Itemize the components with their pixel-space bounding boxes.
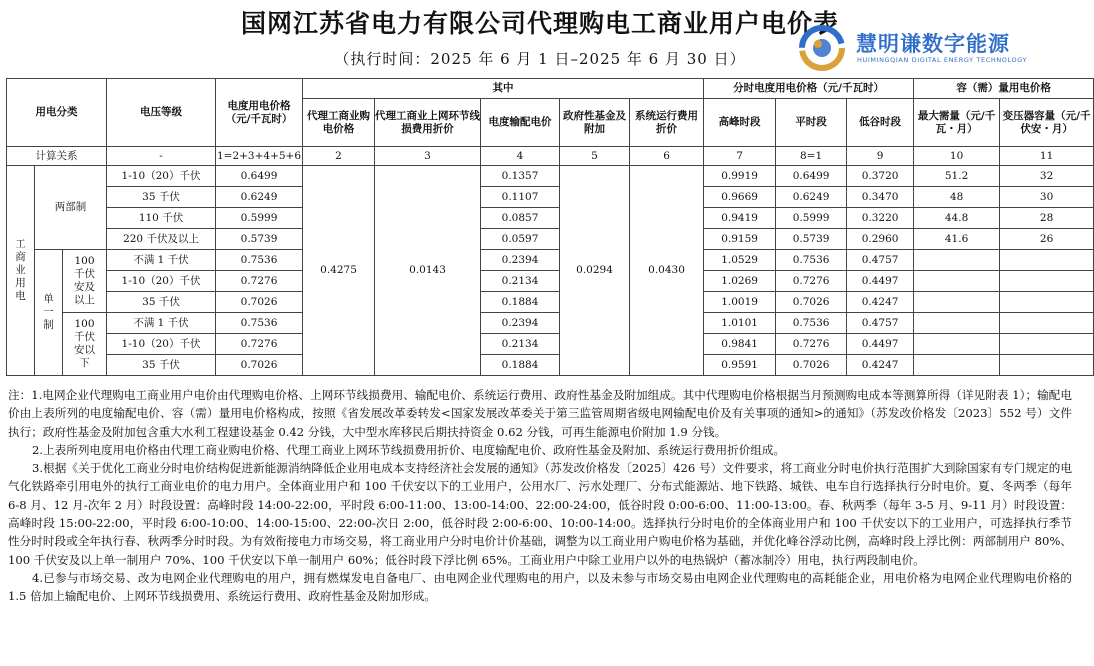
demand-cell bbox=[914, 271, 1000, 292]
header-valley: 低谷时段 bbox=[847, 99, 914, 147]
capacity-cell: 32 bbox=[1000, 166, 1094, 187]
header-tou-group: 分时电度用电价格（元/千瓦时） bbox=[704, 79, 914, 99]
demand-cell bbox=[914, 250, 1000, 271]
group-single-part bbox=[35, 250, 63, 376]
peak-cell: 0.9669 bbox=[704, 187, 776, 208]
table-row bbox=[7, 208, 1094, 229]
transmission-cell: 0.1884 bbox=[481, 292, 560, 313]
table-row bbox=[7, 229, 1094, 250]
transmission-cell: 0.1357 bbox=[481, 166, 560, 187]
capacity-cell bbox=[1000, 292, 1094, 313]
agent-price-cell: 0.4275 bbox=[303, 166, 375, 376]
voltage-cell: 220 千伏及以上 bbox=[107, 229, 216, 250]
header-max-demand: 最大需量（元/千瓦・月） bbox=[914, 99, 1000, 147]
calc-label: 计算关系 bbox=[7, 147, 107, 166]
note-4: 4.已参与市场交易、改为电网企业代理购电的用户，拥有燃煤发电自备电厂、由电网企业代理购电的用户，以及未参与市场交易由电网企业代理购电的高耗能企业，用电价格为电网企业代理购电价格的 1.5 倍加上输配电价、上网环节线损费用、系统运行费用、政府性基金及附加形成。 bbox=[8, 570, 1072, 604]
valley-cell: 0.4247 bbox=[847, 292, 914, 313]
transmission-cell: 0.0597 bbox=[481, 229, 560, 250]
table-cell: 3 bbox=[375, 147, 481, 166]
flat-cell: 0.7536 bbox=[776, 313, 847, 334]
capacity-cell bbox=[1000, 250, 1094, 271]
header-gov-fund: 政府性基金及附加 bbox=[560, 99, 630, 147]
peak-cell: 0.9591 bbox=[704, 355, 776, 376]
voltage-cell: 35 千伏 bbox=[107, 355, 216, 376]
header-agent-price: 代理工商业购电价格 bbox=[303, 99, 375, 147]
header-transformer: 变压器容量（元/千伏安・月） bbox=[1000, 99, 1094, 147]
valley-cell: 0.3470 bbox=[847, 187, 914, 208]
header-capacity-group: 容（需）量用电价格 bbox=[914, 79, 1094, 99]
header-transmission: 电度输配电价 bbox=[481, 99, 560, 147]
transmission-cell: 0.2394 bbox=[481, 313, 560, 334]
brand-logo bbox=[796, 22, 1066, 74]
table-cell: 8=1 bbox=[776, 147, 847, 166]
group-industrial-commercial bbox=[7, 166, 35, 376]
table-row bbox=[7, 334, 1094, 355]
group-label: 100千伏安以下 bbox=[74, 318, 95, 369]
price-cell: 0.7026 bbox=[216, 355, 303, 376]
group-two-part: 两部制 bbox=[35, 166, 107, 250]
transmission-cell: 0.2134 bbox=[481, 271, 560, 292]
table-cell: 6 bbox=[630, 147, 704, 166]
execution-period: （执行时间：2025 年 6 月 1 日–2025 年 6 月 30 日） bbox=[334, 50, 746, 68]
voltage-cell: 35 千伏 bbox=[107, 187, 216, 208]
table-row bbox=[7, 313, 1094, 334]
demand-cell bbox=[914, 334, 1000, 355]
voltage-cell: 110 千伏 bbox=[107, 208, 216, 229]
table-cell: 11 bbox=[1000, 147, 1094, 166]
transmission-cell: 0.1884 bbox=[481, 355, 560, 376]
price-table bbox=[6, 78, 1094, 376]
group-above-100kva bbox=[63, 250, 107, 313]
valley-cell: 0.3220 bbox=[847, 208, 914, 229]
sys-cost-cell: 0.0430 bbox=[630, 166, 704, 376]
table-cell: 9 bbox=[847, 147, 914, 166]
header-voltage: 电压等级 bbox=[107, 79, 216, 147]
peak-cell: 0.9919 bbox=[704, 166, 776, 187]
table-row bbox=[7, 187, 1094, 208]
demand-cell: 51.2 bbox=[914, 166, 1000, 187]
transmission-cell: 0.2394 bbox=[481, 250, 560, 271]
peak-cell: 0.9841 bbox=[704, 334, 776, 355]
capacity-cell bbox=[1000, 271, 1094, 292]
header-category: 用电分类 bbox=[7, 79, 107, 147]
table-cell: 2 bbox=[303, 147, 375, 166]
header-sys-cost: 系统运行费用折价 bbox=[630, 99, 704, 147]
table-cell: - bbox=[107, 147, 216, 166]
table-cell: 7 bbox=[704, 147, 776, 166]
voltage-cell: 1-10（20）千伏 bbox=[107, 166, 216, 187]
flat-cell: 0.6499 bbox=[776, 166, 847, 187]
note-2: 2.上表所列电度用电价格由代理工商业购电价格、代理工商业上网环节线损费用折价、电度输配电价、政府性基金及附加、系统运行费用折价组成。 bbox=[32, 442, 786, 457]
flat-cell: 0.5739 bbox=[776, 229, 847, 250]
peak-cell: 1.0101 bbox=[704, 313, 776, 334]
valley-cell: 0.4757 bbox=[847, 313, 914, 334]
table-cell: 5 bbox=[560, 147, 630, 166]
flat-cell: 0.5999 bbox=[776, 208, 847, 229]
swirl-logo-icon bbox=[796, 22, 848, 74]
voltage-cell: 35 千伏 bbox=[107, 292, 216, 313]
group-label: 单一制 bbox=[43, 293, 54, 331]
flat-cell: 0.7536 bbox=[776, 250, 847, 271]
valley-cell: 0.3720 bbox=[847, 166, 914, 187]
flat-cell: 0.7026 bbox=[776, 355, 847, 376]
price-cell: 0.6499 bbox=[216, 166, 303, 187]
peak-cell: 1.0269 bbox=[704, 271, 776, 292]
valley-cell: 0.2960 bbox=[847, 229, 914, 250]
price-cell: 0.6249 bbox=[216, 187, 303, 208]
price-cell: 0.7026 bbox=[216, 292, 303, 313]
table-cell: 10 bbox=[914, 147, 1000, 166]
demand-cell bbox=[914, 292, 1000, 313]
peak-cell: 1.0019 bbox=[704, 292, 776, 313]
gov-fund-cell: 0.0294 bbox=[560, 166, 630, 376]
table-row bbox=[7, 271, 1094, 292]
note-1: 注：1.电网企业代理购电工商业用户电价由代理购电价格、上网环节线损费用、输配电价、系统运行费用、政府性基金及附加组成。其中代理购电价格根据当月预测购电成本等测算所得（详见附表 1）；输配电价由上表所列的电度输配电价、容（需）量用电价格构成，按照《省发展改革委转发<国家发展改革委关于第三监管周期省级电网输配电价及有关事项的通知>的通知》（苏发改价格发〔2023〕552 号）文件执行；政府性基金及附加包含重大水利工程建设基金 0.42 分钱，大中型水库移民后期扶持资金 0.62 分钱，可再生能源电价附加 1.9 分钱。 bbox=[8, 388, 1072, 439]
capacity-cell bbox=[1000, 334, 1094, 355]
calc-row bbox=[7, 147, 1094, 166]
header-degree-price: 电度用电价格（元/千瓦时） bbox=[216, 79, 303, 147]
table-cell: 1=2+3+4+5+6 bbox=[216, 147, 303, 166]
page-title: 国网江苏省电力有限公司代理购电工商业用户电价表 bbox=[240, 9, 839, 38]
logo-name: 慧明谦数字能源 bbox=[856, 32, 1010, 56]
table-cell: 4 bbox=[481, 147, 560, 166]
voltage-cell: 1-10（20）千伏 bbox=[107, 334, 216, 355]
header-flat: 平时段 bbox=[776, 99, 847, 147]
peak-cell: 1.0529 bbox=[704, 250, 776, 271]
group-below-100kva bbox=[63, 313, 107, 376]
price-cell: 0.7536 bbox=[216, 250, 303, 271]
table-row bbox=[7, 292, 1094, 313]
demand-cell bbox=[914, 313, 1000, 334]
capacity-cell: 30 bbox=[1000, 187, 1094, 208]
voltage-cell: 不满 1 千伏 bbox=[107, 313, 216, 334]
header-among: 其中 bbox=[303, 79, 704, 99]
flat-cell: 0.7276 bbox=[776, 271, 847, 292]
valley-cell: 0.4247 bbox=[847, 355, 914, 376]
valley-cell: 0.4497 bbox=[847, 334, 914, 355]
transmission-cell: 0.0857 bbox=[481, 208, 560, 229]
table-row bbox=[7, 166, 1094, 187]
transmission-cell: 0.2134 bbox=[481, 334, 560, 355]
valley-cell: 0.4497 bbox=[847, 271, 914, 292]
logo-tagline: HUIMINGQIAN DIGITAL ENERGY TECHNOLOGY bbox=[857, 56, 1028, 64]
header-line-loss: 代理工商业上网环节线损费用折价 bbox=[375, 99, 481, 147]
note-3: 3.根据《关于优化工商业分时电价结构促进新能源消纳降低企业用电成本支持经济社会发展的通知》（苏发改价格发〔2025〕426 号）文件要求，将工商业分时电价执行范围扩大到除国家有专门规定的电气化铁路牵引用电外的执行工商业电价的电力用户。全体商业用户和 100 千伏安以下的工业用户，公用水厂、污水处理厂、分布式能源站、地下铁路、城铁、电车自行选择执行分时电价。夏、冬两季（每年 6-8 月、12 月-次年 2 月）时段设置：高峰时段 14:00-22:00，平时段 6:00-11:00、13:00-14:00、22:00-24:00，低谷时段 0:00-6:00、11:00-13:00。春、秋两季（每年 3-5 月、9-11 月）时段设置：高峰时段 15:00-22:00，平时段 6:00-10:00、14:00-15:00、22:00-次日 2:00，低谷时段 2:00-6:00、10:00-14:00。选择执行分时电价的全体商业用户和 100 千伏安以下的工业用户，可选择执行季节性分时时段或全年执行春、秋两季分时时段。为有效衔接电力市场交易，将工商业用户分时电价计价基础，调整为以工商业用户购电价格为基础，并优化峰谷浮动比例，高峰时段上浮比例：两部制用户 80%、100 千伏安及以上单一制用户 70%、100 千伏安以下单一制用户 60%；低谷时段下浮比例 65%。工商业用户中除工业用户以外的电热锅炉（蓄冰制冷）用电，执行两段制电价。 bbox=[8, 461, 1072, 567]
price-cell: 0.7536 bbox=[216, 313, 303, 334]
capacity-cell bbox=[1000, 355, 1094, 376]
demand-cell bbox=[914, 355, 1000, 376]
table-row bbox=[7, 355, 1094, 376]
voltage-cell: 不满 1 千伏 bbox=[107, 250, 216, 271]
price-cell: 0.5999 bbox=[216, 208, 303, 229]
transmission-cell: 0.1107 bbox=[481, 187, 560, 208]
header-peak: 高峰时段 bbox=[704, 99, 776, 147]
demand-cell: 48 bbox=[914, 187, 1000, 208]
flat-cell: 0.7276 bbox=[776, 334, 847, 355]
group-label: 工商业用电 bbox=[15, 238, 26, 302]
capacity-cell: 26 bbox=[1000, 229, 1094, 250]
capacity-cell: 28 bbox=[1000, 208, 1094, 229]
peak-cell: 0.9419 bbox=[704, 208, 776, 229]
capacity-cell bbox=[1000, 313, 1094, 334]
line-loss-cell: 0.0143 bbox=[375, 166, 481, 376]
table-row bbox=[7, 250, 1094, 271]
flat-cell: 0.7026 bbox=[776, 292, 847, 313]
demand-cell: 41.6 bbox=[914, 229, 1000, 250]
price-cell: 0.7276 bbox=[216, 334, 303, 355]
voltage-cell: 1-10（20）千伏 bbox=[107, 271, 216, 292]
peak-cell: 0.9159 bbox=[704, 229, 776, 250]
price-cell: 0.5739 bbox=[216, 229, 303, 250]
flat-cell: 0.6249 bbox=[776, 187, 847, 208]
price-cell: 0.7276 bbox=[216, 271, 303, 292]
demand-cell: 44.8 bbox=[914, 208, 1000, 229]
notes-section bbox=[8, 386, 1072, 606]
group-label: 100千伏安及以上 bbox=[74, 255, 95, 306]
valley-cell: 0.4757 bbox=[847, 250, 914, 271]
